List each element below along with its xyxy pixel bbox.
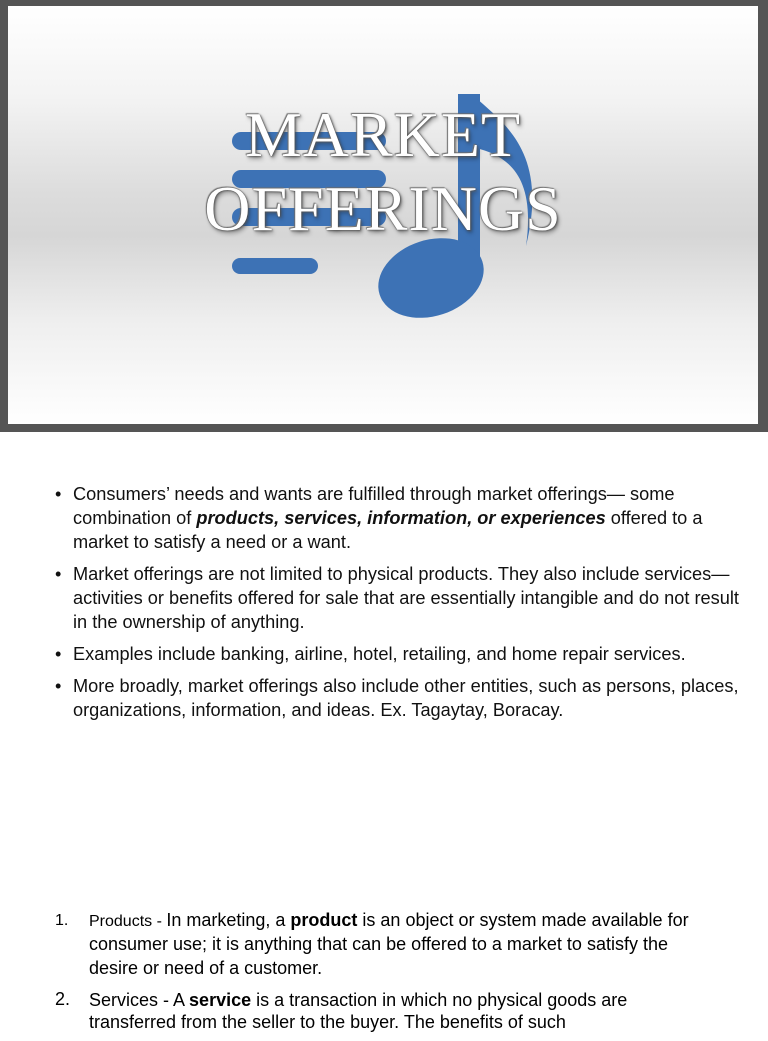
bullet-text: Examples include banking, airline, hotel, retailing, and home repair services. xyxy=(73,644,686,664)
numbered-item xyxy=(55,989,705,1033)
item-text: A xyxy=(173,990,190,1010)
item-bold-term: service xyxy=(189,990,252,1010)
bullet-item xyxy=(55,482,745,554)
title-line-2: OFFERINGS xyxy=(204,173,562,244)
bullet-item xyxy=(55,562,745,634)
bar-shape-4 xyxy=(232,258,318,274)
title-line-1: MARKET xyxy=(244,99,522,170)
numbered-list xyxy=(55,909,705,1041)
bullet-item xyxy=(55,674,745,722)
item-text-end: is an object or system made available for consumer use; it is anything that can be offered to a market to satisfy the desire or need of a customer. xyxy=(89,910,689,978)
item-text-end: is a transaction in which no physical goods are transferred from the seller to the buyer. The benefits of such xyxy=(89,990,628,1032)
bullet-text: More broadly, market offerings also include other entities, such as persons, places, organizations, information, and ideas. Ex. Tagaytay, Boracay. xyxy=(73,676,739,720)
title-slide-frame xyxy=(0,0,768,432)
item-number: 2. xyxy=(55,989,71,1009)
item-number: 1. xyxy=(55,912,69,929)
bullet-list xyxy=(55,482,745,730)
item-bold-term: product xyxy=(290,910,358,930)
bullet-icon: • xyxy=(55,484,62,504)
bullet-text: Consumers’ needs and wants are fulfilled through market offerings— some combination of xyxy=(73,484,675,528)
bullet-emphasis: products, services, information, or experiences xyxy=(196,508,606,528)
bullet-icon: • xyxy=(55,564,62,584)
title-slide xyxy=(8,6,758,424)
numbered-item xyxy=(55,909,705,981)
item-label: Products - xyxy=(89,913,167,930)
bullet-text: Market offerings are not limited to physical products. They also include services— activities or benefits offered for sale that are essentially intangible and do not result in the ownership of anything. xyxy=(73,564,739,632)
bullet-item xyxy=(55,642,745,666)
bullet-text-end: offered to a market to satisfy a need or a want. xyxy=(73,508,703,552)
item-label: Services - xyxy=(89,990,174,1010)
item-text: In marketing, a xyxy=(166,910,291,930)
bullet-icon: • xyxy=(55,644,62,664)
slide-title xyxy=(8,98,758,246)
bullet-icon: • xyxy=(55,676,62,696)
